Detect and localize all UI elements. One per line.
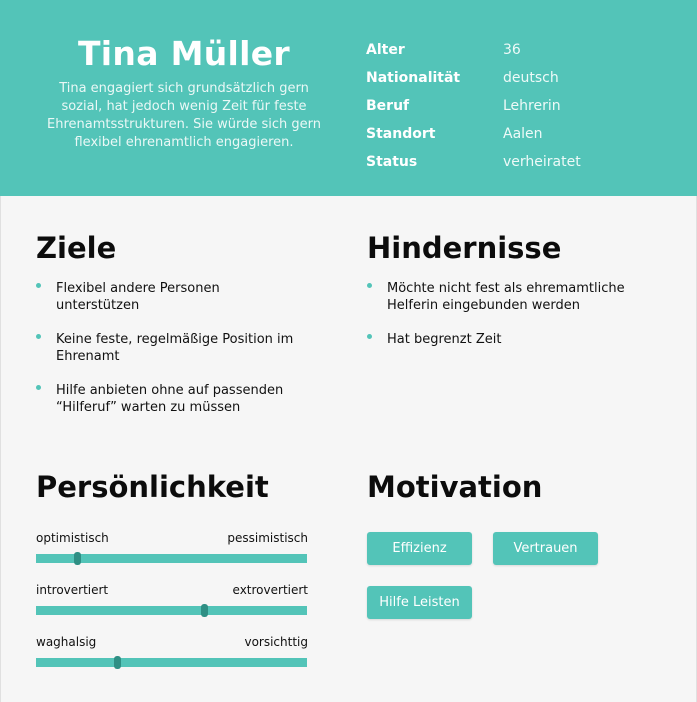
slider-handle[interactable] (74, 552, 81, 565)
obstacles-list (367, 280, 667, 348)
motivation-title: Motivation (367, 470, 543, 504)
profile-description: Tina engagiert sich grundsätzlich gern sozial, hat jedoch wenig Zeit für feste Ehrenamtsstrukturen. Sie würde sich gern flexibel ehrenamtlich engagieren. (46, 81, 321, 150)
bullet-icon (36, 334, 41, 339)
personality-slider[interactable] (36, 582, 308, 634)
fact-key: Standort (366, 126, 436, 142)
slider-track[interactable] (36, 658, 307, 667)
persona-content (0, 196, 697, 702)
list-item (367, 331, 647, 348)
profile-facts (366, 36, 581, 176)
motivation-section (367, 467, 667, 610)
bullet-icon (36, 385, 41, 390)
fact-row-location (366, 120, 581, 148)
slider-track[interactable] (36, 554, 307, 563)
goal-text: Flexibel andere Personen unterstützen (56, 281, 220, 313)
slider-right-label: vorsichttig (244, 635, 308, 649)
profile-name: Tina Müller (78, 34, 290, 73)
slider-right-label: pessimistisch (227, 531, 308, 545)
goal-text: Keine feste, regelmäßige Position im Ehrenamt (56, 332, 294, 364)
list-item (36, 331, 316, 365)
bullet-icon (367, 283, 372, 288)
fact-key: Status (366, 154, 418, 170)
motivation-chip[interactable]: Effizienz (367, 532, 472, 565)
slider-left-label: optimistisch (36, 531, 109, 545)
fact-value: Aalen (503, 126, 543, 142)
goal-text: Hilfe anbieten ohne auf passenden “Hilferuf” warten zu müssen (56, 383, 284, 415)
fact-row-profession (366, 92, 581, 120)
fact-row-age (366, 36, 581, 64)
list-item (36, 280, 236, 314)
slider-left-label: introvertiert (36, 583, 109, 597)
profile-header (0, 0, 697, 196)
fact-key: Nationalität (366, 70, 461, 86)
goals-title: Ziele (36, 231, 117, 265)
obstacle-text: Hat begrenzt Zeit (387, 332, 502, 347)
bullet-icon (367, 334, 372, 339)
motivation-chip[interactable]: Vertrauen (493, 532, 598, 565)
slider-handle[interactable] (114, 656, 121, 669)
motivation-chip[interactable]: Hilfe Leisten (367, 586, 472, 619)
personality-title: Persönlichkeit (36, 470, 269, 504)
obstacle-text: Möchte nicht fest als ehremamtliche Helferin eingebunden werden (387, 281, 625, 313)
personality-slider[interactable] (36, 634, 308, 686)
obstacles-section (367, 228, 667, 365)
fact-key: Beruf (366, 98, 410, 114)
list-item (36, 382, 296, 416)
bullet-icon (36, 283, 41, 288)
personality-slider[interactable] (36, 530, 308, 582)
personality-section (36, 467, 336, 686)
fact-value: Lehrerin (503, 98, 561, 114)
list-item (367, 280, 647, 314)
slider-left-label: waghalsig (36, 635, 97, 649)
slider-handle[interactable] (201, 604, 208, 617)
fact-row-nationality (366, 64, 581, 92)
obstacles-title: Hindernisse (367, 231, 562, 265)
slider-right-label: extrovertiert (232, 583, 308, 597)
fact-value: verheiratet (503, 154, 581, 170)
goals-list (36, 280, 336, 416)
fact-key: Alter (366, 42, 405, 58)
slider-track[interactable] (36, 606, 307, 615)
fact-row-status (366, 148, 581, 176)
fact-value: 36 (503, 42, 521, 58)
goals-section (36, 228, 336, 433)
fact-value: deutsch (503, 70, 559, 86)
